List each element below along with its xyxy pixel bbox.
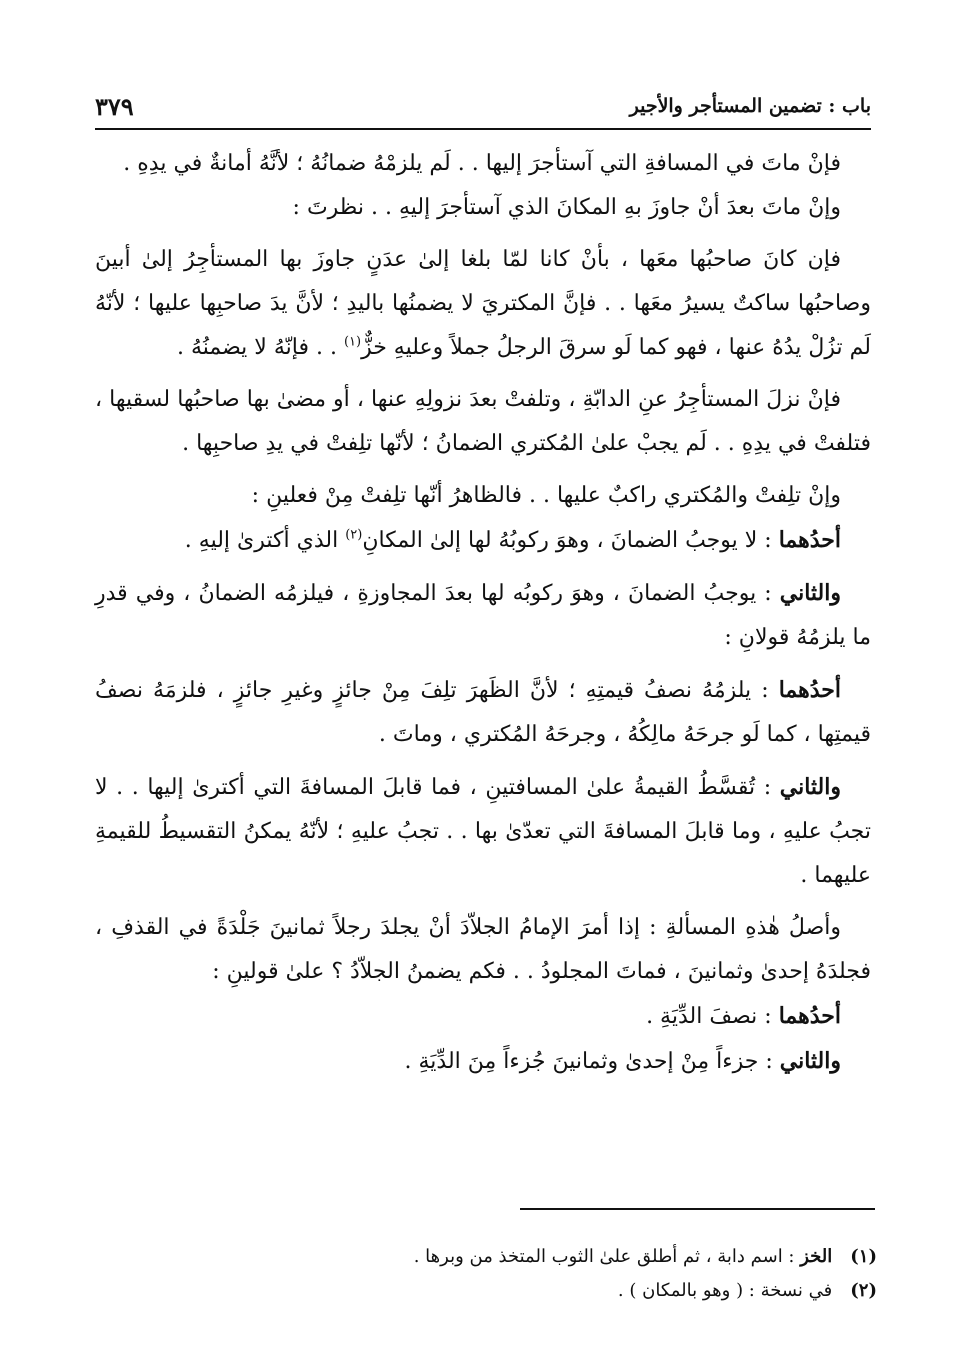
paragraph: أحدُهما : يلزمُهُ نصفُ قيمتِهِ ؛ لأنَّ الظَهرَ تلِفَ مِنْ جائزٍ وغيرِ جائزٍ ، فلزمَهُ نصفُ قيمتِها ، كما لَو جرحَهُ مالِكُهُ ، وجرحَهُ المُكتري ، وماتَ . — [95, 677, 871, 747]
paragraph-lead: والثاني — [779, 774, 841, 800]
footnote-ref: (٢) — [345, 527, 363, 543]
footnote-number: (١) — [850, 1246, 877, 1267]
header-rule — [95, 128, 871, 130]
footnote — [95, 1274, 877, 1308]
paragraph: وأصلُ هٰذهِ المسألةِ : إذا أمرَ الإمامُ الجلاّدَ أنْ يجلدَ رجلاً ثمانينَ جَلْدَةً في القذفِ ، فجلدَهُ إحدىٰ وثمانينَ ، فماتَ المجلودُ . . فكم يضمنُ الجلاّدُ ؟ علىٰ قولينِ : — [95, 915, 871, 984]
paragraph-lead: أحدُهما — [778, 677, 841, 703]
footnotes — [95, 1240, 877, 1308]
paragraph: وإنْ تلِفتْ والمُكتري راكبٌ عليها . . فالظاهرُ أنّها تلِفتْ مِنْ فعلينِ : — [251, 483, 841, 508]
body-text — [95, 142, 871, 1084]
page-header — [95, 86, 871, 126]
paragraph-lead: أحدُهما — [778, 1003, 841, 1029]
footnote-ref: (١) — [343, 334, 362, 350]
paragraph: فإنْ نزلَ المستأجِرُ عنِ الدابّةِ ، وتلفتْ بعدَ نزولِهِ عنها ، أو مضىٰ بها صاحبُها لسقيها ، فتلفتْ في يدِهِ . . لَم يجبْ علىٰ المُكتري الضمانُ ؛ لأنّها تلِفتْ في يدِ صاحبِها . — [95, 387, 871, 456]
paragraph: فإن كانَ صاحبُها معَها ، بأنْ كانا لمّا بلغا إلىٰ عدَنٍ جاوزَ بها المستأجِرُ إلىٰ أبينَ وصاحبُها ساكتٌ يسيرُ معَها . . فإنَّ المكتريَ لا يضمنُها باليدِ ؛ لأنَّ يدَ صاحبِها عليها ؛ لأنّهُ لَم تزُلْ يدُهُ عنها ، فهو كما لَو سرقَ الرجلُ جملاً وعليهِ خزٌّ$^{(١)}$ . . فإنّهُ لا يضمنُهُ . — [95, 247, 871, 360]
footnote-text: الخز : اسم دابة ، ثم أطلق علىٰ الثوب المتخذ من وبرها . — [413, 1246, 833, 1267]
running-title: باب : تضمين المستأجر والأجير — [629, 95, 871, 117]
footnote-number: (٢) — [850, 1280, 877, 1301]
paragraph: أحدُهما : لا يوجبُ الضمانَ ، وهوَ ركوبُهُ لها إلىٰ المكانِ$^{(٢)}$ الذي أكترىٰ إليهِ . — [184, 527, 841, 553]
paragraph: والثاني : يوجبُ الضمانَ ، وهوَ ركوبُه لها بعدَ المجاوزةِ ، فيلزمُه الضمانُ ، وفي قدرِ ما يلزمُهُ قولانِ : — [95, 580, 871, 650]
paragraph-lead: والثاني — [779, 580, 841, 606]
paragraph: والثاني : جزءاً مِنْ إحدىٰ وثمانينَ جُزءاً مِنَ الدِّيَةِ . — [404, 1048, 841, 1074]
paragraph: وإنْ ماتَ بعدَ أنْ جاوزَ بهِ المكانَ الذي آستأجرَ إليهِ . . نظرتَ : — [292, 195, 841, 220]
paragraph-lead: أحدُهما — [778, 527, 841, 553]
paragraph: فإنْ ماتَ في المسافةِ التي آستأجرَ إليها . . لَم يلزمْهُ ضمانُهُ ؛ لأنَّهُ أمانةٌ في يدِهِ . — [123, 151, 841, 176]
paragraph-lead: والثاني — [779, 1048, 841, 1074]
page-number: ٣٧٩ — [95, 91, 134, 121]
paragraph: أحدُهما : نصفَ الدِّيَةِ . — [646, 1003, 841, 1029]
footnote-text: في نسخة : ( وهو بالمكان ) . — [617, 1280, 833, 1301]
paragraph: والثاني : تُقسَّطُ القيمةُ علىٰ المسافتينِ ، فما قابلَ المسافةَ التي أكترىٰ إليها . . لا تجبُ عليهِ ، وما قابلَ المسافةَ التي تعدّىٰ بها . . تجبُ عليهِ ؛ لأنّهُ يمكنُ التقسيطُ للقيمةِ عليهما . — [95, 774, 871, 888]
footnote — [95, 1240, 877, 1274]
footnote-rule — [520, 1208, 875, 1210]
